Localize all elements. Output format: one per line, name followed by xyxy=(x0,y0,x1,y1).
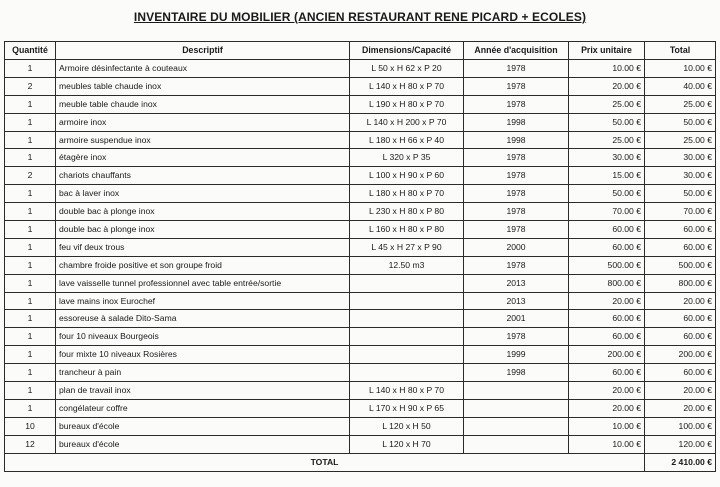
cell-dimensions: L 140 x H 80 x P 70 xyxy=(350,382,464,400)
cell-unit-price: 50.00 € xyxy=(569,185,645,203)
table-row xyxy=(5,346,716,364)
table-row xyxy=(5,364,716,382)
cell-total: 25.00 € xyxy=(645,95,716,113)
cell-dimensions: L 170 x H 90 x P 65 xyxy=(350,399,464,417)
cell-unit-price: 30.00 € xyxy=(569,149,645,167)
cell-quantity: 1 xyxy=(5,131,56,149)
cell-year: 1998 xyxy=(464,364,569,382)
inventory-table xyxy=(4,41,716,472)
cell-year: 1978 xyxy=(464,60,569,78)
cell-total: 30.00 € xyxy=(645,167,716,185)
cell-unit-price: 500.00 € xyxy=(569,256,645,274)
cell-unit-price: 20.00 € xyxy=(569,77,645,95)
cell-description: double bac à plonge inox xyxy=(56,203,350,221)
table-row xyxy=(5,131,716,149)
cell-quantity: 1 xyxy=(5,328,56,346)
cell-dimensions: L 190 x H 80 x P 70 xyxy=(350,95,464,113)
table-row xyxy=(5,274,716,292)
cell-unit-price: 60.00 € xyxy=(569,328,645,346)
table-row xyxy=(5,292,716,310)
cell-year: 1978 xyxy=(464,185,569,203)
cell-year xyxy=(464,382,569,400)
cell-total: 20.00 € xyxy=(645,399,716,417)
cell-description: bureaux d'école xyxy=(56,435,350,453)
table-row xyxy=(5,203,716,221)
cell-unit-price: 25.00 € xyxy=(569,95,645,113)
table-row xyxy=(5,77,716,95)
header-row xyxy=(5,42,716,60)
cell-description: armoire inox xyxy=(56,113,350,131)
cell-unit-price: 50.00 € xyxy=(569,113,645,131)
cell-unit-price: 10.00 € xyxy=(569,435,645,453)
cell-unit-price: 15.00 € xyxy=(569,167,645,185)
cell-description: double bac à plonge inox xyxy=(56,221,350,239)
cell-year xyxy=(464,417,569,435)
column-header-description: Descriptif xyxy=(56,42,350,60)
cell-description: chambre froide positive et son groupe froid xyxy=(56,256,350,274)
total-label: TOTAL xyxy=(5,453,645,471)
cell-dimensions: L 320 x P 35 xyxy=(350,149,464,167)
cell-total: 20.00 € xyxy=(645,382,716,400)
cell-year xyxy=(464,435,569,453)
cell-quantity: 1 xyxy=(5,292,56,310)
cell-total: 60.00 € xyxy=(645,221,716,239)
cell-year: 1998 xyxy=(464,113,569,131)
table-row xyxy=(5,435,716,453)
table-row xyxy=(5,238,716,256)
cell-quantity: 1 xyxy=(5,149,56,167)
cell-unit-price: 20.00 € xyxy=(569,292,645,310)
cell-total: 25.00 € xyxy=(645,131,716,149)
cell-total: 500.00 € xyxy=(645,256,716,274)
cell-dimensions: L 50 x H 62 x P 20 xyxy=(350,60,464,78)
table-row xyxy=(5,113,716,131)
cell-unit-price: 200.00 € xyxy=(569,346,645,364)
cell-dimensions: L 230 x H 80 x P 80 xyxy=(350,203,464,221)
table-row xyxy=(5,310,716,328)
table-row xyxy=(5,149,716,167)
cell-dimensions: L 45 x H 27 x P 90 xyxy=(350,238,464,256)
cell-quantity: 1 xyxy=(5,238,56,256)
cell-year: 1978 xyxy=(464,167,569,185)
cell-quantity: 1 xyxy=(5,60,56,78)
cell-quantity: 1 xyxy=(5,256,56,274)
cell-dimensions: L 120 x H 70 xyxy=(350,435,464,453)
cell-unit-price: 60.00 € xyxy=(569,238,645,256)
cell-dimensions xyxy=(350,328,464,346)
cell-total: 70.00 € xyxy=(645,203,716,221)
cell-description: four mixte 10 niveaux Rosières xyxy=(56,346,350,364)
document-title: INVENTAIRE DU MOBILIER (ANCIEN RESTAURANT RENE PICARD + ECOLES) xyxy=(133,10,587,24)
cell-description: meuble table chaude inox xyxy=(56,95,350,113)
cell-total: 800.00 € xyxy=(645,274,716,292)
cell-total: 20.00 € xyxy=(645,292,716,310)
cell-year: 1978 xyxy=(464,328,569,346)
cell-year: 1978 xyxy=(464,203,569,221)
cell-description: feu vif deux trous xyxy=(56,238,350,256)
column-header-quantity: Quantité xyxy=(5,42,56,60)
cell-dimensions: L 140 x H 80 x P 70 xyxy=(350,77,464,95)
cell-dimensions xyxy=(350,364,464,382)
cell-year: 1998 xyxy=(464,131,569,149)
cell-dimensions xyxy=(350,310,464,328)
cell-total: 60.00 € xyxy=(645,364,716,382)
column-header-dimensions: Dimensions/Capacité xyxy=(350,42,464,60)
cell-quantity: 2 xyxy=(5,77,56,95)
cell-dimensions: L 180 x H 66 x P 40 xyxy=(350,131,464,149)
cell-description: lave mains inox Eurochef xyxy=(56,292,350,310)
cell-description: trancheur à pain xyxy=(56,364,350,382)
cell-quantity: 1 xyxy=(5,203,56,221)
cell-total: 60.00 € xyxy=(645,238,716,256)
cell-total: 40.00 € xyxy=(645,77,716,95)
cell-description: four 10 niveaux Bourgeois xyxy=(56,328,350,346)
cell-unit-price: 20.00 € xyxy=(569,382,645,400)
cell-year: 1999 xyxy=(464,346,569,364)
cell-total: 50.00 € xyxy=(645,113,716,131)
cell-unit-price: 20.00 € xyxy=(569,399,645,417)
cell-quantity: 1 xyxy=(5,399,56,417)
cell-year: 1978 xyxy=(464,221,569,239)
cell-unit-price: 60.00 € xyxy=(569,221,645,239)
cell-total: 200.00 € xyxy=(645,346,716,364)
cell-dimensions xyxy=(350,274,464,292)
cell-year: 1978 xyxy=(464,77,569,95)
cell-year: 2013 xyxy=(464,292,569,310)
cell-year xyxy=(464,399,569,417)
cell-quantity: 1 xyxy=(5,346,56,364)
table-row xyxy=(5,256,716,274)
cell-unit-price: 60.00 € xyxy=(569,310,645,328)
cell-quantity: 1 xyxy=(5,382,56,400)
cell-quantity: 10 xyxy=(5,417,56,435)
cell-unit-price: 800.00 € xyxy=(569,274,645,292)
cell-description: essoreuse à salade Dito-Sama xyxy=(56,310,350,328)
cell-total: 10.00 € xyxy=(645,60,716,78)
cell-description: bureaux d'école xyxy=(56,417,350,435)
cell-year: 1978 xyxy=(464,149,569,167)
cell-description: lave vaisselle tunnel professionnel avec table entrée/sortie xyxy=(56,274,350,292)
column-header-unit-price: Prix unitaire xyxy=(569,42,645,60)
cell-dimensions xyxy=(350,346,464,364)
cell-year: 2001 xyxy=(464,310,569,328)
table-row xyxy=(5,328,716,346)
table-row xyxy=(5,399,716,417)
cell-description: bac à laver inox xyxy=(56,185,350,203)
cell-unit-price: 10.00 € xyxy=(569,60,645,78)
cell-unit-price: 25.00 € xyxy=(569,131,645,149)
cell-quantity: 1 xyxy=(5,274,56,292)
cell-description: chariots chauffants xyxy=(56,167,350,185)
cell-quantity: 1 xyxy=(5,95,56,113)
table-row xyxy=(5,417,716,435)
cell-year: 1978 xyxy=(464,95,569,113)
cell-dimensions: L 160 x H 80 x P 80 xyxy=(350,221,464,239)
cell-dimensions: L 140 x H 200 x P 70 xyxy=(350,113,464,131)
cell-unit-price: 10.00 € xyxy=(569,417,645,435)
table-row xyxy=(5,382,716,400)
cell-quantity: 1 xyxy=(5,221,56,239)
cell-total: 30.00 € xyxy=(645,149,716,167)
table-row xyxy=(5,185,716,203)
table-row xyxy=(5,221,716,239)
cell-dimensions: L 180 x H 80 x P 70 xyxy=(350,185,464,203)
cell-dimensions: L 100 x H 90 x P 60 xyxy=(350,167,464,185)
column-header-year: Année d'acquisition xyxy=(464,42,569,60)
grand-total: 2 410.00 € xyxy=(645,453,716,471)
table-row xyxy=(5,60,716,78)
cell-quantity: 1 xyxy=(5,185,56,203)
column-header-total: Total xyxy=(645,42,716,60)
cell-quantity: 1 xyxy=(5,310,56,328)
cell-dimensions: 12.50 m3 xyxy=(350,256,464,274)
cell-description: armoire suspendue inox xyxy=(56,131,350,149)
cell-unit-price: 70.00 € xyxy=(569,203,645,221)
cell-description: étagère inox xyxy=(56,149,350,167)
table-row xyxy=(5,95,716,113)
cell-total: 50.00 € xyxy=(645,185,716,203)
cell-quantity: 2 xyxy=(5,167,56,185)
cell-quantity: 12 xyxy=(5,435,56,453)
cell-description: congélateur coffre xyxy=(56,399,350,417)
total-row xyxy=(5,453,716,471)
cell-year: 2013 xyxy=(464,274,569,292)
cell-unit-price: 60.00 € xyxy=(569,364,645,382)
cell-total: 60.00 € xyxy=(645,310,716,328)
cell-quantity: 1 xyxy=(5,113,56,131)
cell-description: meubles table chaude inox xyxy=(56,77,350,95)
cell-description: plan de travail inox xyxy=(56,382,350,400)
cell-total: 60.00 € xyxy=(645,328,716,346)
cell-dimensions xyxy=(350,292,464,310)
cell-dimensions: L 120 x H 50 xyxy=(350,417,464,435)
cell-total: 100.00 € xyxy=(645,417,716,435)
cell-total: 120.00 € xyxy=(645,435,716,453)
cell-year: 1978 xyxy=(464,256,569,274)
table-row xyxy=(5,167,716,185)
cell-quantity: 1 xyxy=(5,364,56,382)
cell-description: Armoire désinfectante à couteaux xyxy=(56,60,350,78)
cell-year: 2000 xyxy=(464,238,569,256)
